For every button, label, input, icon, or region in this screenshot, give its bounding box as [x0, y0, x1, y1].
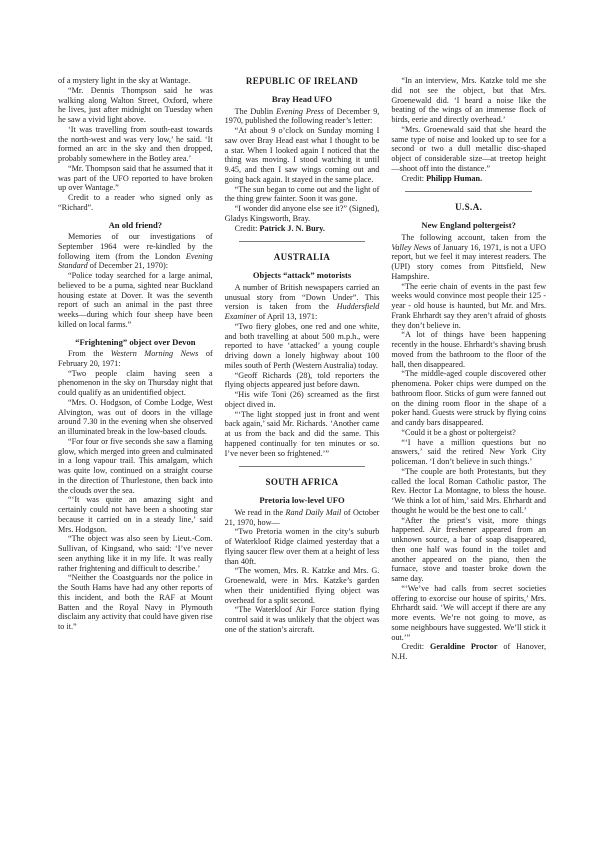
paragraph: “Two people claim having seen a phenomenon in the sky on Thursday night that could qualify as an unidentified object.	[58, 368, 213, 397]
paragraph: ‘It was travelling from south-east towards the north-west and was very low,’ he said. ‘It formed an arc in the sky and then dropped, probably somewhere in the Botley area.’	[58, 124, 213, 163]
text: of January 16, 1971, is not a UFO report, but we feel it may interest readers. The (UPI) story comes from Pittsfield, New Hampshire.	[391, 242, 547, 281]
paragraph: “‘I have a million questions but no answers,’ said the retired New York City policeman. ‘I don’t believe in such things.’	[391, 437, 547, 466]
subheading-poltergeist: New England poltergeist?	[421, 220, 516, 231]
paragraph: “‘It was quite an amazing sight and certainly could not have been a shooting star because it carried on in a steady line,’ said Mrs. Hodgson.	[58, 495, 213, 534]
paragraph: “Mr. Thompson said that he assumed that it was part of the UFO reported to have broken up over Wantage.”	[58, 163, 213, 193]
paragraph: “Two fiery globes, one red and one white, and both travelling at about 500 m.p.h., were reported to have ‘attacked’ a young couple driving down a lonely highway about 100 miles south of Perth (Western Australia) today.	[224, 321, 380, 370]
credit-line	[391, 174, 546, 184]
paragraph: “‘The light stopped just in front and went back again,’ said Mr. Richards. ‘Another came at us from the back and did the same. This happened continually for ten minutes or so. I’ve never been so frightened.’”	[224, 409, 380, 458]
paragraph	[58, 232, 213, 271]
section-heading-south-africa: SOUTH AFRICA	[265, 477, 339, 488]
paragraph	[225, 283, 380, 322]
credit-location: of Hanover, N.H.	[391, 642, 547, 661]
paragraph	[225, 107, 380, 127]
paragraph: “The women, Mrs. R. Katzke and Mrs. G. Groenewald, were in Mrs. Katzke’s garden when their unidentified flying object was overhead for a split second.	[224, 566, 380, 605]
credit-label: Credit:	[401, 642, 430, 652]
credit-name: Patrick J. N. Bury.	[259, 223, 325, 233]
section-heading-ireland: REPUBLIC OF IRELAND	[245, 76, 359, 86]
section-divider	[239, 241, 366, 242]
credit-line	[225, 224, 380, 234]
paragraph: “After the priest’s visit, more things happened. Air freshener appeared from an unknown source, a bar of soap disappeared, then one half was found in the toilet and another appeared on the piano, then the furnace, stove and toaster broke down the same day.	[391, 515, 547, 583]
paragraph	[58, 349, 213, 369]
paragraph: “Geoff Richards (28), told reporters the flying objects appeared just before dawn.	[224, 370, 380, 390]
credit-line	[391, 642, 546, 662]
paragraph: “Police today searched for a large animal, believed to be a puma, sighted near Buckland housing estate at Dover. It was the seventh report of such an animal in the past three weeks—during which four sheep have been killed on local farms.”	[58, 271, 213, 329]
paragraph: “Mrs. O. Hodgson, of Combe Lodge, West Alvington, was out of doors in the village around 7.30 in the evening when she observed an illuminated break in the low-based clouds.	[58, 397, 213, 436]
section-divider	[239, 466, 366, 467]
credit-name: Geraldine Proctor	[429, 642, 498, 652]
paragraph: “At about 9 o’clock on Sunday morning I saw over Bray Head east what I thought to be a star. When I looked again I noticed that the thing was moving. I stood watching it until 9.45, and then I saw wings coming out and going back again. It stayed in the same place.	[224, 126, 380, 184]
paragraph: “The couple are both Protestants, but they called the local Roman Catholic pastor, The Rev. Hector La Montagne, to bless the house. ‘We think a lot of him,’ said Mrs. Ehrhardt and thought he would be the best one to call.’	[391, 466, 547, 515]
paragraph	[391, 233, 546, 282]
section-heading-australia: AUSTRALIA	[273, 252, 331, 263]
publication-title: Western Morning News	[110, 349, 199, 358]
paragraph: “In an interview, Mrs. Katzke told me she did not see the object, but that Mrs. Groenewald did. ‘I heard a noise like the beating of the wings of an immense flock of birds, eerie and directly overhead.’	[391, 76, 547, 124]
column-left	[58, 76, 213, 850]
subheading-motorists: Objects “attack” motorists	[252, 270, 352, 281]
text: The following account, taken from the	[401, 232, 547, 242]
credit-label: Credit:	[401, 173, 427, 183]
text: The Dublin	[234, 106, 277, 116]
paragraph: “The Waterkloof Air Force station flying control said it was unlikely that the object was one of the station’s aircraft.	[224, 605, 380, 634]
paragraph: “‘We’ve had calls from secret societies offering to exorcise our house of spirits,’ Mrs. Ehrhardt said. ‘We will accept if there are any more events. We’re not going to move, as some neighbours have suggested. We’ll stick it out.’”	[391, 583, 547, 642]
paragraph: “His wife Toni (26) screamed as the first object dived in.	[224, 390, 380, 409]
paragraph: “The middle-aged couple discovered other phenomena. Poker chips were dumped on the bathroom floor. Sticks of gum were fanned out on the dining room floor in the shape of a poker hand. Guests were struck by flying coins and candy bars disappeared.	[391, 369, 547, 427]
credit-name: Philipp Human.	[426, 173, 483, 183]
paragraph: of a mystery light in the sky at Wantage.	[58, 76, 191, 85]
publication-title: Huddersfield Examiner	[224, 302, 380, 321]
publication-title: Evening Press	[276, 106, 324, 116]
text: We read in the	[234, 507, 286, 517]
text: of October 21, 1970, how—	[224, 507, 380, 527]
credit-label: Credit:	[234, 223, 260, 233]
section-divider	[405, 191, 532, 192]
text: of December 9, 1970, published the following reader’s letter:	[224, 106, 380, 126]
paragraph: “The sun began to come out and the light of the thing grew fainter. Soon it was gone.	[224, 184, 380, 204]
paragraph: “Neither the Coastguards nor the police in the South Hams have had any other reports of this incident, and both the RAF at Mount Batten and the Royal Navy in Plymouth disclaim any activity that could have given rise to it.”	[58, 573, 213, 631]
paragraph: “I wonder did anyone else see it?” (Signed), Gladys Kingsworth, Bray.	[224, 204, 380, 223]
paragraph: “Mrs. Groenewald said that she heard the same type of noise and looked up to see for a second or two a dull metallic disc-shaped object of considerable size—at treetop height—shoot off into the distance.”	[391, 124, 547, 173]
text: of February 20, 1971:	[58, 349, 213, 368]
text: A number of British newspapers carried an unusual story from “Down Under”. This version is taken from the	[224, 282, 380, 312]
paragraph: “For four or five seconds she saw a flaming glow, which merged into green and culminated in a long vapour trail. This amalgam, which was quite low, continued on a straight course in the direction of Thurlestone, then back into the clouds over the sea.	[58, 436, 213, 495]
subheading-devon: “Frightening” object over Devon	[75, 336, 196, 347]
paragraph: “The eerie chain of events in the past few weeks would convince most people their 125 - year - old house is haunted, but Mr. and Mrs. Frank Ehrhardt say they aren’t afraid of ghosts they don’t believe in.	[391, 281, 547, 330]
publication-title: Rand Daily Mail	[285, 507, 342, 517]
paragraph: “Could it be a ghost or poltergeist?	[401, 427, 516, 437]
publication-title: Valley News	[391, 242, 432, 252]
paragraph: “The object was also seen by Lieut.-Com. Sullivan, of Kingsand, who said: ‘I’ve never seen anything like it in my life. It was really rather frightening and difficult to describe.’	[58, 534, 213, 573]
text: of December 21, 1970):	[87, 261, 168, 271]
paragraph: “A lot of things have been happening recently in the house. Ehrhardt’s shaving brush moved from the bathroom to the floor of the hall, then disappeared.	[391, 330, 547, 369]
paragraph: “Two Pretoria women in the city’s suburb of Waterkloof Ridge claimed yesterday that a flying saucer flew over them at a height of less than 40ft.	[224, 527, 380, 566]
text: From the	[68, 349, 111, 358]
paragraph: Credit to a reader who signed only as “Richard”.	[58, 193, 213, 212]
text: of April 13, 1971:	[256, 312, 318, 321]
subheading-old-friend: An old friend?	[108, 219, 163, 230]
text: Memories of our investigations of September 1964 were re-kindled by the following item (from the London	[58, 232, 213, 261]
paragraph: “Mr. Dennis Thompson said he was walking along Walton Street, Oxford, where he lives, just after midnight on Tuesday when he saw a vivid light above.	[58, 85, 213, 124]
subheading-pretoria: Pretoria low-level UFO	[259, 495, 345, 506]
column-middle	[225, 76, 380, 850]
publication-title: Evening Standard	[58, 251, 213, 271]
section-heading-usa: U.S.A.	[455, 202, 483, 213]
column-right	[391, 76, 546, 850]
paragraph	[225, 508, 380, 528]
subheading-bray-head: Bray Head UFO	[271, 94, 333, 104]
